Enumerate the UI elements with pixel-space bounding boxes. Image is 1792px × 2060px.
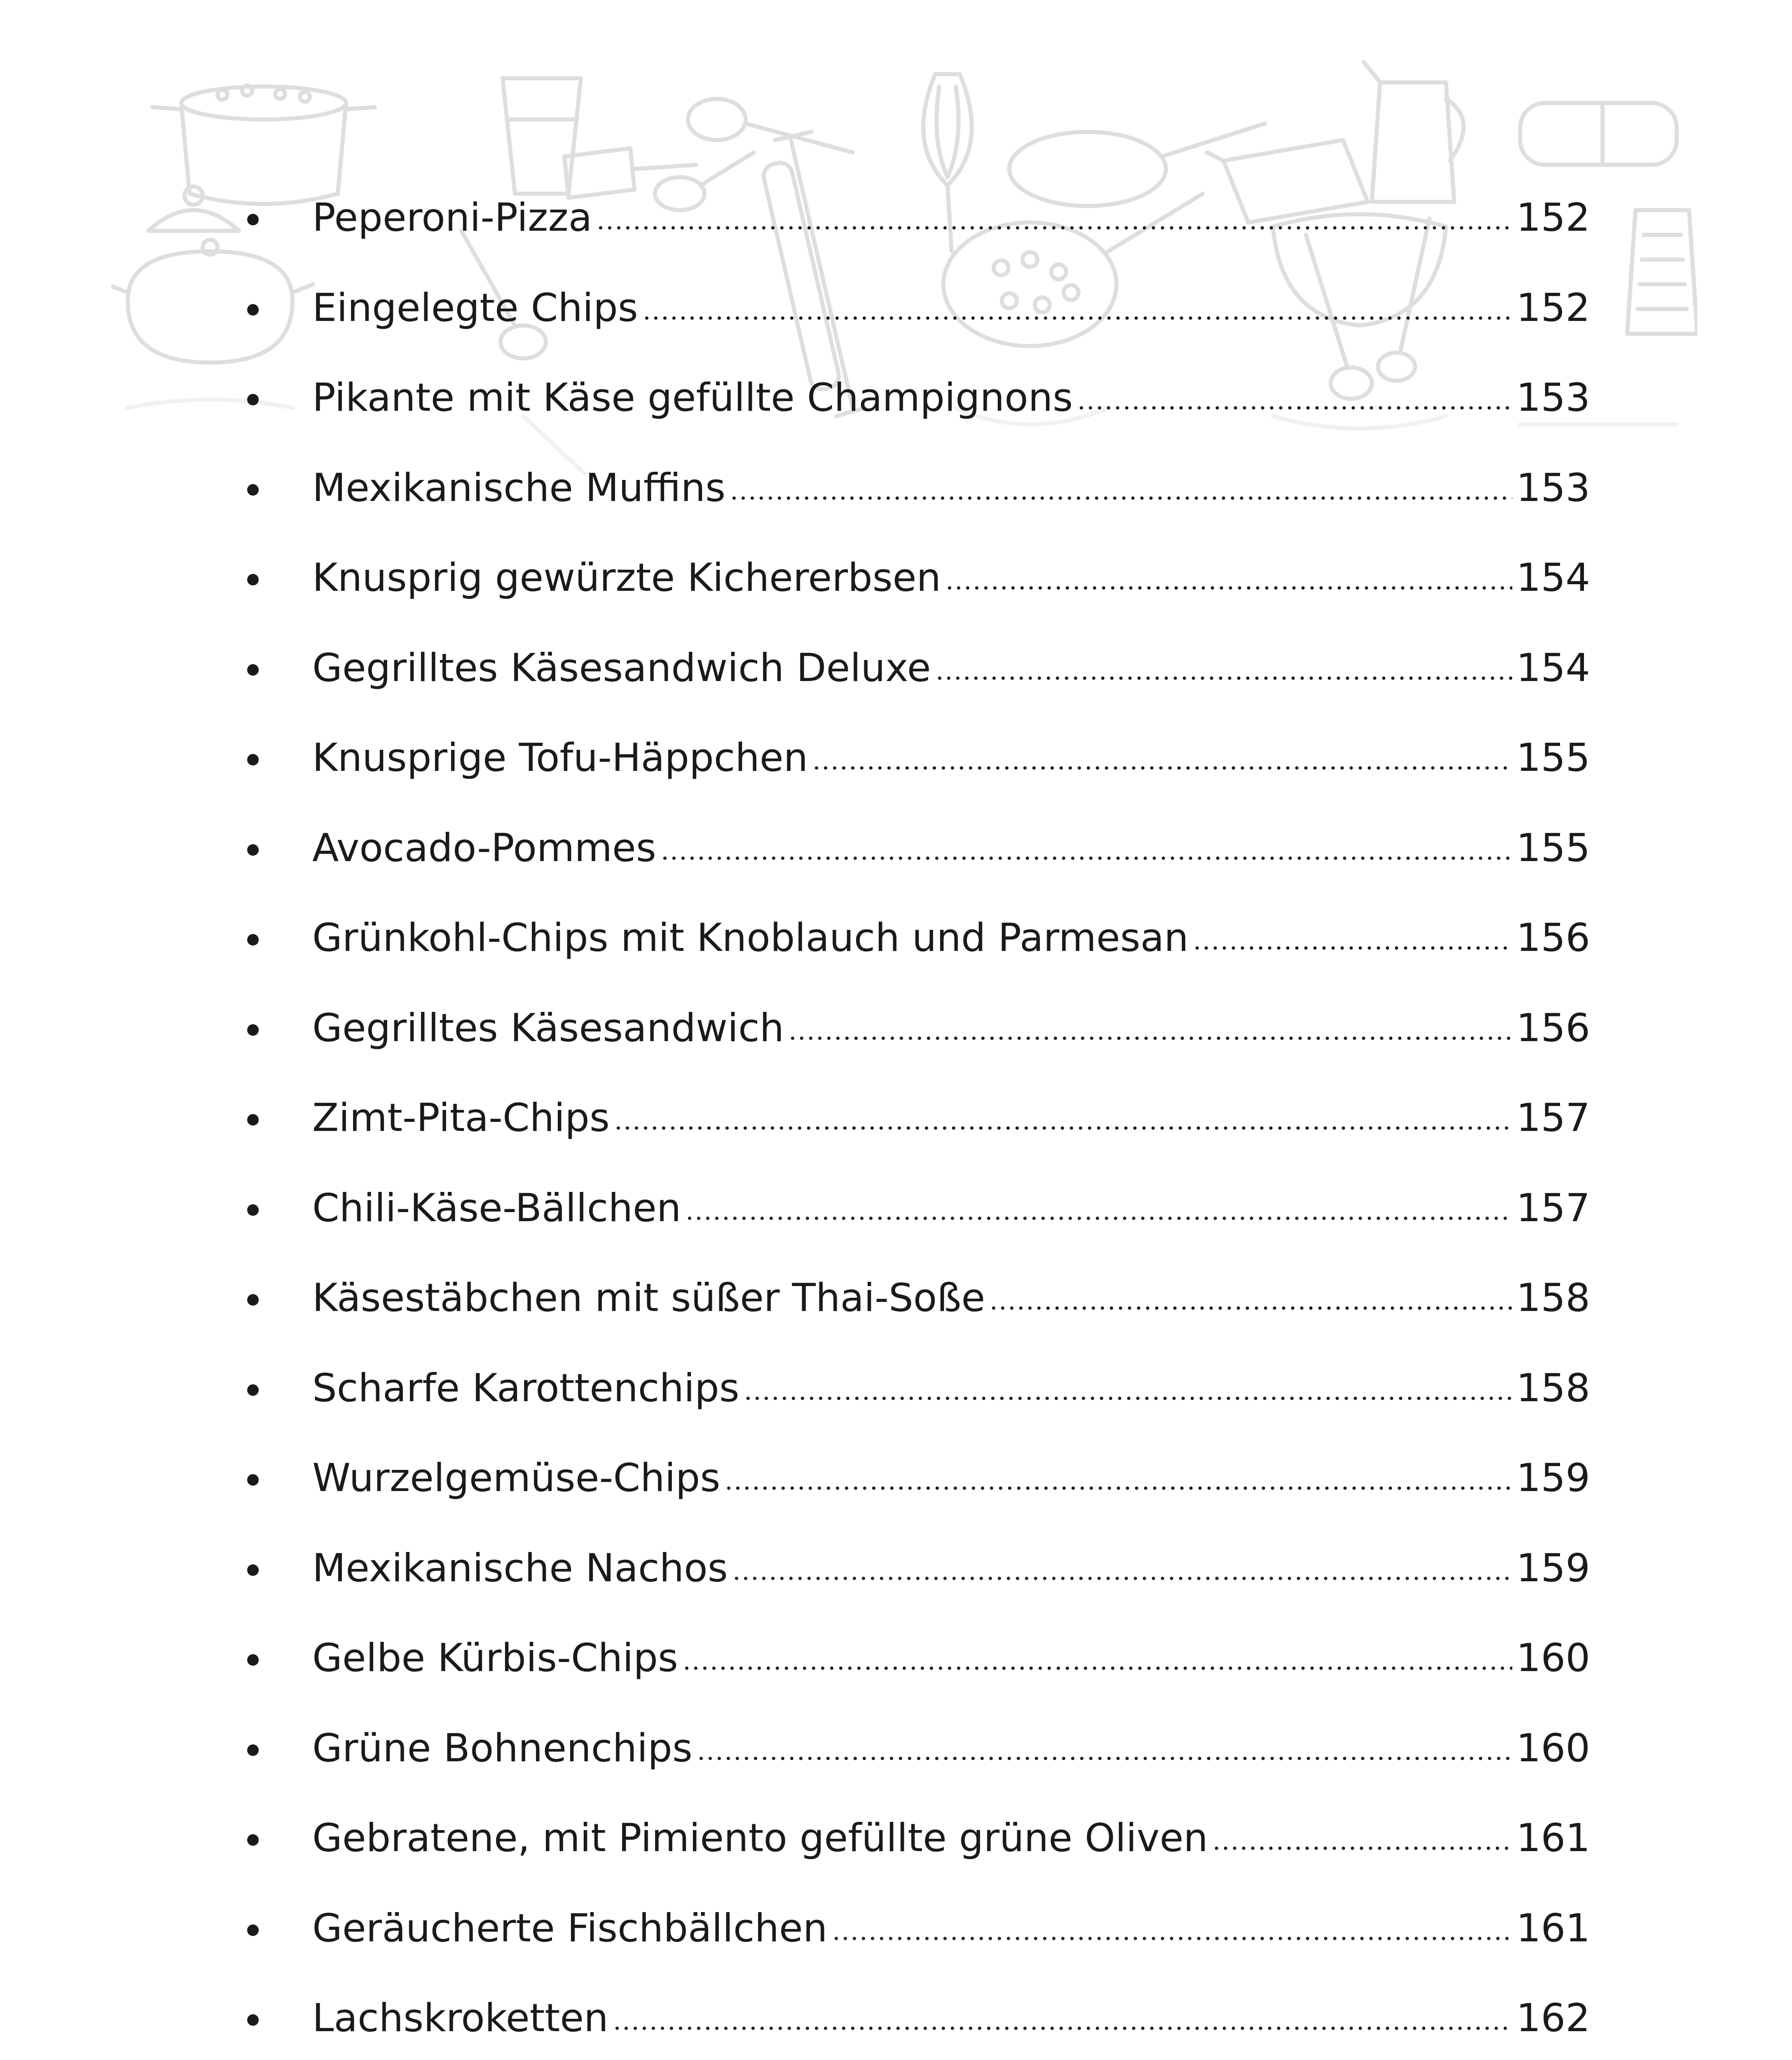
dot-leader	[832, 1909, 1512, 1948]
dot-leader	[613, 1999, 1512, 2038]
toc-entry-page-number: 152	[1516, 195, 1590, 241]
dot-leader	[744, 1369, 1512, 1408]
dot-leader	[614, 1099, 1512, 1138]
dot-leader	[596, 199, 1512, 237]
table-of-contents	[247, 173, 1590, 2060]
dot-leader	[660, 829, 1512, 868]
toc-entry-title: Scharfe Karottenchips	[312, 1365, 739, 1411]
toc-entry-page-number: 154	[1516, 645, 1590, 691]
bullet-icon	[247, 394, 259, 405]
toc-entry-line	[312, 713, 1590, 803]
bullet-icon	[247, 1654, 259, 1666]
toc-entry-page-number: 152	[1516, 285, 1590, 330]
toc-entry[interactable]	[247, 983, 1590, 1074]
dot-leader	[1193, 919, 1512, 957]
toc-entry-page-number: 155	[1516, 735, 1590, 781]
dot-leader	[788, 1009, 1512, 1048]
toc-entry-line	[312, 173, 1590, 263]
toc-entry-page-number: 161	[1516, 1816, 1590, 1861]
toc-entry-page-number: 162	[1516, 1996, 1590, 2041]
toc-entry-title: Eingelegte Chips	[312, 285, 638, 330]
toc-entry[interactable]	[247, 1073, 1590, 1163]
bullet-icon	[247, 1834, 259, 1846]
toc-entry-title: Gegrilltes Käsesandwich Deluxe	[312, 645, 931, 691]
bullet-icon	[247, 1024, 259, 1036]
toc-entry-line	[312, 1163, 1590, 1254]
bullet-icon	[247, 214, 259, 225]
toc-entry-line	[312, 1073, 1590, 1163]
dot-leader	[945, 559, 1512, 597]
dot-leader	[730, 469, 1512, 508]
dot-leader	[935, 649, 1512, 688]
toc-entry-title: Avocado-Pommes	[312, 825, 656, 871]
toc-entry-line	[312, 533, 1590, 623]
toc-entry-page-number: 158	[1516, 1276, 1590, 1321]
bullet-icon	[247, 754, 259, 765]
dot-leader	[812, 739, 1512, 777]
bullet-icon	[247, 934, 259, 946]
bullet-icon	[247, 574, 259, 585]
dot-leader	[682, 1639, 1512, 1678]
toc-entry-line	[312, 1613, 1590, 1704]
toc-entry[interactable]	[247, 623, 1590, 714]
toc-entry[interactable]	[247, 1163, 1590, 1254]
dot-leader	[642, 289, 1512, 328]
toc-entry-title: Gegrilltes Käsesandwich	[312, 1005, 784, 1051]
toc-entry[interactable]	[247, 893, 1590, 983]
toc-entry-page-number: 156	[1516, 915, 1590, 961]
dot-leader	[724, 1459, 1512, 1498]
toc-entry[interactable]	[247, 1973, 1590, 2060]
dot-leader	[989, 1279, 1512, 1318]
toc-entry-page-number: 160	[1516, 1725, 1590, 1771]
toc-entry[interactable]	[247, 533, 1590, 623]
dot-leader	[1212, 1819, 1512, 1858]
toc-entry-page-number: 155	[1516, 825, 1590, 871]
toc-entry[interactable]	[247, 1253, 1590, 1344]
grater-icon	[1627, 210, 1697, 334]
toc-entry[interactable]	[247, 263, 1590, 353]
toc-entry[interactable]	[247, 1613, 1590, 1704]
bullet-icon	[247, 664, 259, 676]
dot-leader	[685, 1189, 1512, 1228]
toc-entry-title: Mexikanische Muffins	[312, 465, 726, 510]
toc-entry-line	[312, 1253, 1590, 1344]
toc-entry[interactable]	[247, 1344, 1590, 1434]
toc-entry-title: Geräucherte Fischbällchen	[312, 1906, 828, 1951]
bullet-icon	[247, 1474, 259, 1486]
toc-entry-title: Pikante mit Käse gefüllte Champignons	[312, 375, 1073, 421]
toc-entry-page-number: 157	[1516, 1096, 1590, 1141]
toc-entry-page-number: 159	[1516, 1545, 1590, 1591]
bullet-icon	[247, 1294, 259, 1306]
toc-entry[interactable]	[247, 173, 1590, 263]
toc-entry[interactable]	[247, 1793, 1590, 1884]
toc-entry-line	[312, 893, 1590, 983]
toc-entry-line	[312, 623, 1590, 714]
toc-entry-title: Knusprige Tofu-Häppchen	[312, 735, 808, 781]
bullet-icon	[247, 1564, 259, 1576]
toc-entry-title: Käsestäbchen mit süßer Thai-Soße	[312, 1276, 985, 1321]
toc-entry-line	[312, 1793, 1590, 1884]
toc-entry[interactable]	[247, 803, 1590, 894]
toc-entry-title: Mexikanische Nachos	[312, 1545, 728, 1591]
toc-entry-line	[312, 1433, 1590, 1524]
toc-entry[interactable]	[247, 1884, 1590, 1974]
toc-entry-line	[312, 1973, 1590, 2060]
bullet-icon	[247, 2014, 259, 2026]
toc-entry-page-number: 157	[1516, 1185, 1590, 1231]
dot-leader	[1077, 379, 1512, 417]
toc-entry-line	[312, 353, 1590, 443]
toc-entry-title: Peperoni-Pizza	[312, 195, 592, 241]
toc-entry-page-number: 159	[1516, 1456, 1590, 1501]
toc-entry-line	[312, 1704, 1590, 1794]
toc-entry[interactable]	[247, 443, 1590, 534]
cake-pan-icon	[1520, 103, 1677, 165]
toc-entry-line	[312, 1884, 1590, 1974]
toc-entry-title: Wurzelgemüse-Chips	[312, 1456, 721, 1501]
toc-entry[interactable]	[247, 713, 1590, 803]
toc-entry-page-number: 153	[1516, 375, 1590, 421]
dot-leader	[697, 1729, 1512, 1768]
toc-entry-line	[312, 443, 1590, 534]
toc-entry[interactable]	[247, 353, 1590, 443]
bullet-icon	[247, 304, 259, 316]
toc-entry-line	[312, 983, 1590, 1074]
toc-entry-page-number: 158	[1516, 1365, 1590, 1411]
toc-entry-title: Knusprig gewürzte Kichererbsen	[312, 555, 941, 601]
toc-entry-title: Grüne Bohnenchips	[312, 1725, 692, 1771]
toc-entry-page-number: 160	[1516, 1636, 1590, 1681]
toc-entry-page-number: 153	[1516, 465, 1590, 510]
toc-entry-title: Gelbe Kürbis-Chips	[312, 1636, 678, 1681]
toc-entry-title: Zimt-Pita-Chips	[312, 1096, 610, 1141]
toc-entry-line	[312, 1524, 1590, 1614]
toc-entry-page-number: 156	[1516, 1005, 1590, 1051]
toc-entry-page-number: 161	[1516, 1906, 1590, 1951]
bullet-icon	[247, 1744, 259, 1756]
dot-leader	[732, 1549, 1512, 1588]
toc-entry-line	[312, 1344, 1590, 1434]
bullet-icon	[247, 844, 259, 856]
toc-entry-title: Lachskroketten	[312, 1996, 608, 2041]
bullet-icon	[247, 1924, 259, 1936]
toc-entry[interactable]	[247, 1433, 1590, 1524]
bullet-icon	[247, 1384, 259, 1396]
toc-entry-title: Chili-Käse-Bällchen	[312, 1185, 681, 1231]
bullet-icon	[247, 1204, 259, 1216]
toc-entry-line	[312, 263, 1590, 353]
bullet-icon	[247, 1114, 259, 1126]
bullet-icon	[247, 484, 259, 496]
toc-entry[interactable]	[247, 1704, 1590, 1794]
toc-entry-page-number: 154	[1516, 555, 1590, 601]
toc-entry-title: Gebratene, mit Pimiento gefüllte grüne Oliven	[312, 1816, 1208, 1861]
toc-entry-title: Grünkohl-Chips mit Knoblauch und Parmesan	[312, 915, 1189, 961]
toc-entry[interactable]	[247, 1524, 1590, 1614]
toc-entry-line	[312, 803, 1590, 894]
